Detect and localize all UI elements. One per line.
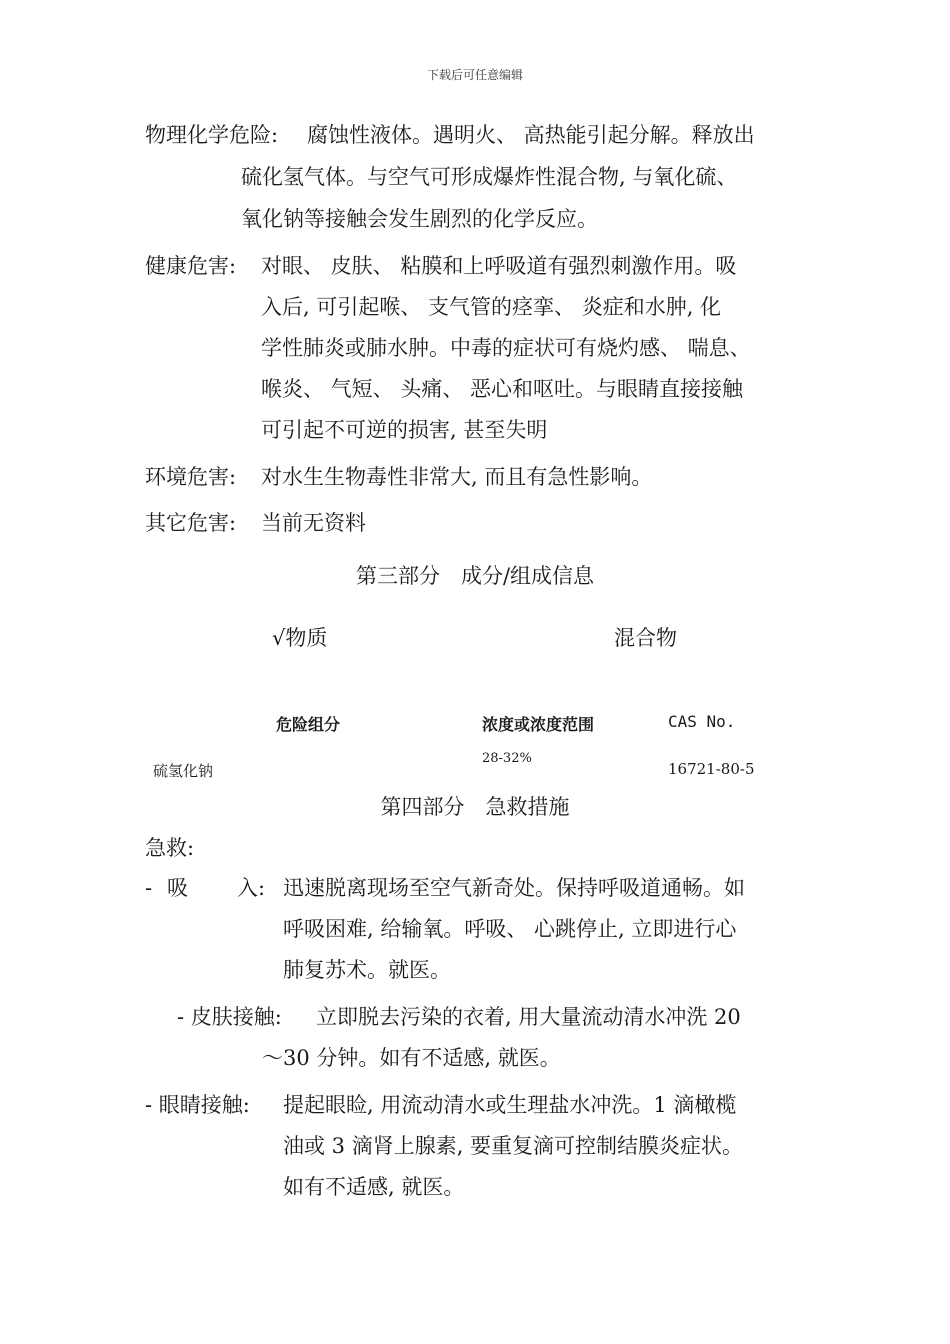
eye-contact-label: - 眼睛接触: bbox=[145, 1093, 250, 1117]
table-cell-component: 硫氢化钠 bbox=[153, 762, 214, 780]
mixture-option: 混合物 bbox=[614, 626, 677, 650]
other-hazard-label: 其它危害: bbox=[145, 511, 237, 535]
eye-contact-line-3: 如有不适感, 就医。 bbox=[283, 1175, 465, 1199]
page-header-note: 下载后可任意编辑 bbox=[426, 68, 523, 82]
environment-hazard-text: 对水生生物毒性非常大, 而且有急性影响。 bbox=[261, 465, 653, 489]
inhalation-line-3: 肺复苏术。就医。 bbox=[283, 958, 451, 982]
health-hazard-label: 健康危害: bbox=[145, 254, 237, 278]
first-aid-label: 急救: bbox=[145, 836, 195, 860]
eye-contact-line-1: 提起眼睑, 用流动清水或生理盐水冲洗。1 滴橄榄 bbox=[283, 1093, 737, 1117]
health-hazard-line-4: 喉炎、 气短、 头痛、 恶心和呕吐。与眼睛直接接触 bbox=[261, 377, 744, 401]
skin-contact-line-1: 立即脱去污染的衣着, 用大量流动清水冲洗 20 bbox=[316, 1005, 741, 1029]
eye-contact-line-2: 油或 3 滴肾上腺素, 要重复滴可控制结膜炎症状。 bbox=[283, 1134, 744, 1158]
section-3-title: 第三部分 成分/组成信息 bbox=[355, 564, 595, 588]
health-hazard-line-5: 可引起不可逆的损害, 甚至失明 bbox=[261, 418, 548, 442]
other-hazard-text: 当前无资料 bbox=[261, 511, 366, 535]
section-4-title: 第四部分 急救措施 bbox=[380, 795, 570, 819]
health-hazard-line-1: 对眼、 皮肤、 粘膜和上呼吸道有强烈刺激作用。吸 bbox=[261, 254, 737, 278]
substance-option: √物质 bbox=[272, 626, 328, 650]
inhalation-line-2: 呼吸困难, 给输氧。呼吸、 心跳停止, 立即进行心 bbox=[283, 917, 737, 941]
inhalation-label-a: 吸 bbox=[167, 876, 188, 900]
skin-contact-label: - 皮肤接触: bbox=[177, 1005, 282, 1029]
table-header-concentration: 浓度或浓度范围 bbox=[482, 715, 595, 734]
table-cell-concentration: 28-32% bbox=[482, 751, 532, 766]
environment-hazard-label: 环境危害: bbox=[145, 465, 237, 489]
physchem-hazard-label: 物理化学危险: bbox=[145, 123, 279, 147]
physchem-hazard-line-1: 腐蚀性液体。遇明火、 高热能引起分解。释放出 bbox=[307, 123, 755, 147]
table-header-component: 危险组分 bbox=[276, 715, 341, 734]
skin-contact-line-2: ～30 分钟。如有不适感, 就医。 bbox=[262, 1046, 561, 1070]
physchem-hazard-line-3: 氧化钠等接触会发生剧烈的化学反应。 bbox=[241, 207, 598, 231]
health-hazard-line-3: 学性肺炎或肺水肿。中毒的症状可有烧灼感、 喘息、 bbox=[261, 336, 751, 360]
table-header-cas: CAS No. bbox=[668, 712, 736, 731]
inhalation-label-b: 入: bbox=[237, 876, 266, 900]
table-cell-cas: 16721-80-5 bbox=[668, 760, 755, 778]
physchem-hazard-line-2: 硫化氢气体。与空气可形成爆炸性混合物, 与氧化硫、 bbox=[241, 165, 738, 189]
inhalation-line-1: 迅速脱离现场至空气新奇处。保持呼吸道通畅。如 bbox=[283, 876, 745, 900]
health-hazard-line-2: 入后, 可引起喉、 支气管的痉挛、 炎症和水肿, 化 bbox=[261, 295, 722, 319]
inhalation-dash: - bbox=[145, 876, 153, 900]
